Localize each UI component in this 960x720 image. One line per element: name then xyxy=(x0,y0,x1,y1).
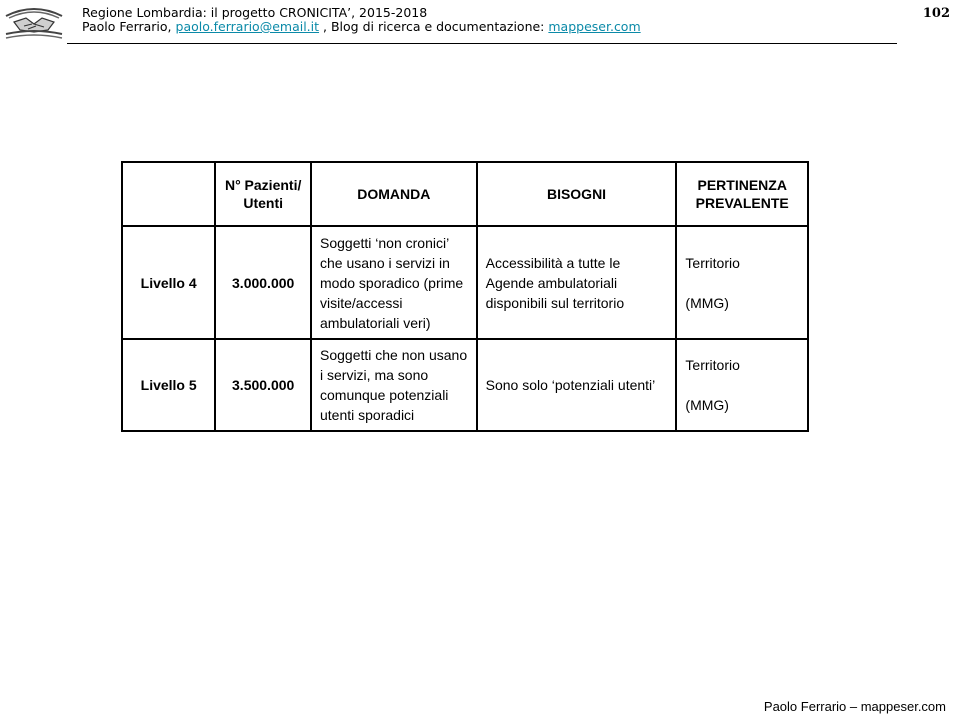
level-cell: Livello 4 xyxy=(122,226,215,339)
domanda-cell: Soggetti ‘non cronici’ che usano i servizi in modo sporadico (prime visite/accessi ambulatoriali veri) xyxy=(311,226,477,339)
header-title: Regione Lombardia: il progetto CRONICITA’, 2015-2018 xyxy=(82,5,428,20)
pertinenza-primary: Territorio xyxy=(685,357,740,374)
page-header xyxy=(82,6,641,34)
blog-link[interactable]: mappeser.com xyxy=(548,19,641,34)
patients-cell: 3.000.000 xyxy=(215,226,311,339)
header-divider xyxy=(67,43,897,44)
header-cell-pertinenza: PERTINENZA PREVALENTE xyxy=(676,162,808,226)
pertinenza-secondary: (MMG) xyxy=(685,294,729,311)
level-cell: Livello 5 xyxy=(122,339,215,431)
header-cell-domanda: DOMANDA xyxy=(311,162,477,226)
table-row xyxy=(122,226,808,339)
pertinenza-secondary: (MMG) xyxy=(685,397,729,414)
header-author: Paolo Ferrario, xyxy=(82,19,172,34)
email-link[interactable]: paolo.ferrario@email.it xyxy=(175,19,320,34)
patients-cell: 3.500.000 xyxy=(215,339,311,431)
pertinenza-primary: Territorio xyxy=(685,254,740,271)
page-number: 102 xyxy=(922,6,950,21)
header-cell-empty xyxy=(122,162,215,226)
logo-handshake-icon xyxy=(4,2,64,42)
table-header-row xyxy=(122,162,808,226)
bisogni-cell: Accessibilità a tutte le Agende ambulatoriali disponibili sul territorio xyxy=(477,226,677,339)
levels-table xyxy=(121,161,809,432)
domanda-cell: Soggetti che non usano i servizi, ma sono comunque potenziali utenti sporadici xyxy=(311,339,477,431)
header-middle-text: , Blog di ricerca e documentazione: xyxy=(323,19,545,34)
header-cell-bisogni: BISOGNI xyxy=(477,162,677,226)
table-row xyxy=(122,339,808,431)
bisogni-cell: Sono solo ‘potenziali utenti’ xyxy=(477,339,677,431)
pertinenza-cell xyxy=(676,226,808,339)
header-line-2 xyxy=(82,20,641,34)
header-cell-patients: N° Pazienti/ Utenti xyxy=(215,162,311,226)
page-footer: Paolo Ferrario – mappeser.com xyxy=(763,699,946,714)
pertinenza-cell xyxy=(676,339,808,431)
